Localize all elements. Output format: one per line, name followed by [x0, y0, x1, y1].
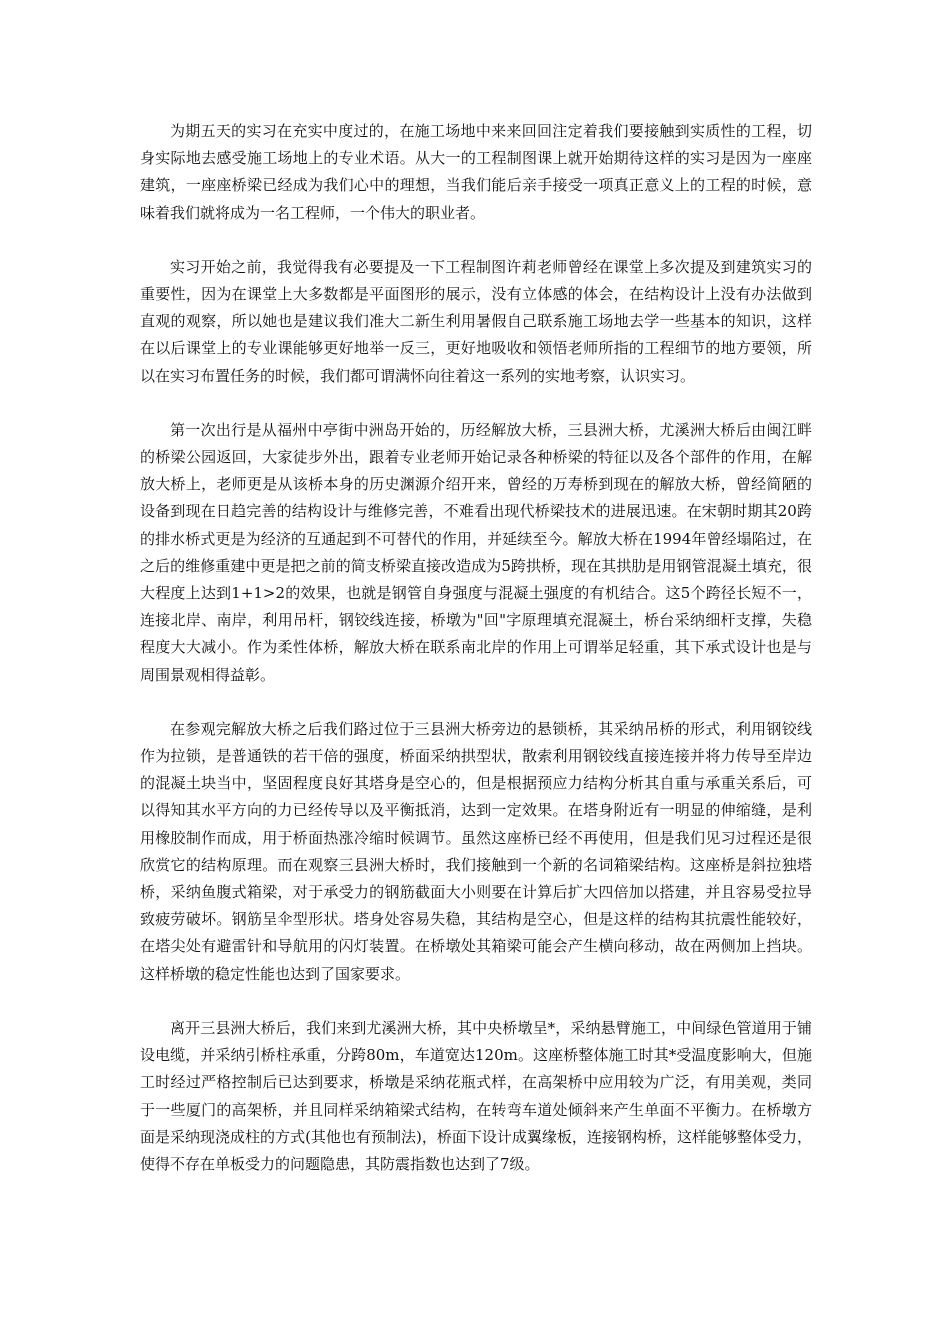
paragraph-5: 离开三县洲大桥后，我们来到尤溪洲大桥，其中央桥墩呈*，采纳悬臂施工，中间绿色管道用于铺设电缆，并采纳引桥柱承重，分跨80m，车道宽达120m。这座桥整体施工时其*受温度影响大，但施工时经过严格控制后已达到要求，桥墩是采纳花瓶式样，在高架桥中应用较为广泛，有用美观，类同于一些厦门的高架桥，并且同样采纳箱梁式结构，在转弯车道处倾斜来产生单面不平衡力。在桥墩方面是采纳现浇成柱的方式(其他也有预制法)，桥面下设计成翼缘板，连接钢构桥，这样能够整体受力，使得不存在单板受力的问题隐患，其防震指数也达到了7级。: [140, 1018, 812, 1173]
paragraph-2: 实习开始之前，我觉得我有必要提及一下工程制图许莉老师曾经在课堂上多次提及到建筑实习的重要性，因为在课堂上大多数都是平面图形的展示，没有立体感的体会，在结构设计上没有办法做到直观的观察，所以她也是建议我们准大二新生利用暑假自己联系施工场地去学一些基本的知识，这样在以后课堂上的专业课能够更好地举一反三，更好地吸收和领悟老师所指的工程细节的地方要领，所以在实习布置任务的时候，我们都可谓满怀向往着这一系列的实地考察，认识实习。: [140, 257, 812, 385]
paragraph-1: 为期五天的实习在充实中度过的，在施工场地中来来回回注定着我们要接触到实质性的工程，切身实际地去感受施工场地上的专业术语。从大一的工程制图课上就开始期待这样的实习是因为一座座建筑，一座座桥梁已经成为我们心中的理想，当我们能后亲手接受一项真正意义上的工程的时候，意味着我们就将成为一名工程师，一个伟大的职业者。: [140, 122, 812, 222]
paragraph-3: 第一次出行是从福州中亭街中洲岛开始的，历经解放大桥，三县洲大桥，尤溪洲大桥后由闽江畔的桥梁公园返回，大家徒步外出，跟着专业老师开始记录各种桥梁的特征以及各个部件的作用，在解放大桥上，老师更是从该桥本身的历史渊源介绍开来，曾经的万寿桥到现在的解放大桥，曾经简陋的设备到现在日趋完善的结构设计与维修完善，不难看出现代桥梁技术的进展迅速。在宋朝时期其20跨的排水桥式更是为经济的互通起到不可替代的作用，并延续至今。解放大桥在1994年曾经塌陷过，在之后的维修重建中更是把之前的简支桥梁直接改造成为5跨拱桥，现在其拱肋是用钢管混凝土填充，很大程度上达到1+1>2的效果，也就是钢管自身强度与混凝土强度的有机结合。这5个跨径长短不一，连接北岸、南岸，利用吊杆，钢铰线连接，桥墩为"回"字原理填充混凝土，桥台采纳细杆支撑，失稳程度大大减小。作为柔性体桥，解放大桥在联系南北岸的作用上可谓举足轻重，其下承式设计也是与周围景观相得益彰。: [140, 420, 812, 684]
document-body: [140, 118, 812, 1205]
paragraph-4: 在参观完解放大桥之后我们路过位于三县洲大桥旁边的悬锁桥，其采纳吊桥的形式，利用钢铰线作为拉锁，是普通铁的若干倍的强度，桥面采纳拱型状，散索利用钢铰线直接连接并将力传导至岸边的混凝土块当中，坚固程度良好其塔身是空心的，但是根据预应力结构分析其自重与承重关系后，可以得知其水平方向的力已经传导以及平衡抵消，达到一定效果。在塔身附近有一明显的伸缩缝，是利用橡胶制作而成，用于桥面热涨冷缩时候调节。虽然这座桥已经不再使用，但是我们见习过程还是很欣赏它的结构原理。而在观察三县洲大桥时，我们接触到一个新的名词箱梁结构。这座桥是斜拉独塔桥，采纳鱼腹式箱梁，对于承受力的钢筋截面大小则要在计算后扩大四倍加以搭建，并且容易受拉导致疲劳破坏。钢筋呈伞型形状。塔身处容易失稳，其结构是空心，但是这样的结构其抗震性能较好，在塔尖处有避雷针和导航用的闪灯装置。在桥墩处其箱梁可能会产生横向移动，故在两侧加上挡块。这样桥墩的稳定性能也达到了国家要求。: [140, 719, 812, 983]
